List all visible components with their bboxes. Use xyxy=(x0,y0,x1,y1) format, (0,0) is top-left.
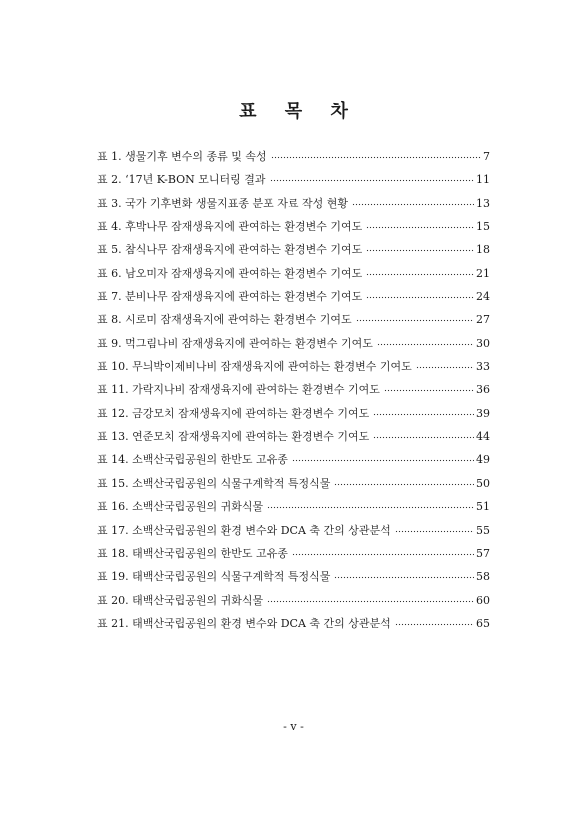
toc-dot-leader xyxy=(373,432,474,440)
toc-page-number: 7 xyxy=(483,150,490,163)
toc-page-number: 60 xyxy=(476,593,490,607)
toc-entry-label: 표 9. 먹그림나비 잠재생육지에 관여하는 환경변수 기여도 xyxy=(97,336,373,350)
toc-dot-leader xyxy=(292,549,474,557)
toc-dot-leader xyxy=(416,362,474,370)
toc-page-number: 30 xyxy=(476,336,490,350)
toc-page-number: 15 xyxy=(476,220,490,234)
toc-entry-label: 표 14. 소백산국립공원의 한반도 고유종 xyxy=(97,453,288,467)
toc-entry[interactable] xyxy=(97,519,490,542)
toc-entry[interactable] xyxy=(97,238,490,261)
toc-page-number: 33 xyxy=(476,360,490,374)
toc-page-number: 27 xyxy=(476,313,490,327)
toc-entry-label: 표 13. 연준모치 잠재생육지에 관여하는 환경변수 기여도 xyxy=(97,430,370,444)
toc-entry-label: 표 16. 소백산국립공원의 귀화식물 xyxy=(97,500,264,514)
toc-entry-label: 표 18. 태백산국립공원의 한반도 고유종 xyxy=(97,546,288,560)
table-of-contents xyxy=(97,145,490,635)
toc-entry[interactable] xyxy=(97,168,490,191)
toc-dot-leader xyxy=(366,222,474,230)
toc-entry[interactable] xyxy=(97,378,490,401)
toc-dot-leader xyxy=(270,175,474,183)
toc-page-number: 39 xyxy=(476,406,490,420)
toc-entry[interactable] xyxy=(97,285,490,308)
toc-dot-leader xyxy=(292,455,474,463)
toc-page-number: 51 xyxy=(476,500,490,514)
toc-entry[interactable] xyxy=(97,308,490,331)
toc-entry[interactable] xyxy=(97,589,490,612)
toc-entry[interactable] xyxy=(97,448,490,471)
toc-entry-label: 표 7. 분비나무 잠재생육지에 관여하는 환경변수 기여도 xyxy=(97,290,363,304)
toc-dot-leader xyxy=(271,152,481,160)
toc-entry-label: 표 1. 생물기후 변수의 종류 및 속성 xyxy=(97,150,267,163)
toc-entry[interactable] xyxy=(97,332,490,355)
toc-entry[interactable] xyxy=(97,472,490,495)
toc-entry[interactable] xyxy=(97,565,490,588)
toc-page-number: 49 xyxy=(476,453,490,467)
toc-dot-leader xyxy=(267,596,474,604)
toc-entry[interactable] xyxy=(97,215,490,238)
toc-dot-leader xyxy=(356,315,474,323)
toc-dot-leader xyxy=(366,269,474,277)
toc-dot-leader xyxy=(366,245,474,253)
toc-entry-label: 표 8. 시로미 잠재생육지에 관여하는 환경변수 기여도 xyxy=(97,313,352,327)
toc-dot-leader xyxy=(334,479,474,487)
toc-page-number: 13 xyxy=(476,196,490,210)
toc-page-number: 50 xyxy=(476,476,490,490)
toc-dot-leader xyxy=(352,199,474,207)
toc-entry[interactable] xyxy=(97,145,490,168)
toc-page-number: 44 xyxy=(476,430,490,444)
toc-entry[interactable] xyxy=(97,355,490,378)
toc-page-number: 57 xyxy=(476,546,490,560)
toc-entry-label: 표 6. 남오미자 잠재생육지에 관여하는 환경변수 기여도 xyxy=(97,266,363,280)
toc-page-number: 18 xyxy=(476,243,490,257)
toc-dot-leader xyxy=(384,385,474,393)
toc-dot-leader xyxy=(267,502,474,510)
toc-entry-label: 표 2. ‘17년 K-BON 모니터링 결과 xyxy=(97,173,266,187)
toc-entry-label: 표 10. 무늬박이제비나비 잠재생육지에 관여하는 환경변수 기여도 xyxy=(97,360,412,374)
toc-entry[interactable] xyxy=(97,192,490,215)
toc-entry-label: 표 20. 태백산국립공원의 귀화식물 xyxy=(97,593,264,607)
toc-dot-leader xyxy=(366,292,474,300)
toc-entry-label: 표 17. 소백산국립공원의 환경 변수와 DCA 축 간의 상관분석 xyxy=(97,523,391,537)
toc-entry[interactable] xyxy=(97,425,490,448)
toc-page-number: 65 xyxy=(476,616,490,630)
toc-entry-label: 표 3. 국가 기후변화 생물지표종 분포 자료 작성 현황 xyxy=(97,196,348,210)
toc-dot-leader xyxy=(377,339,474,347)
toc-page-number: 24 xyxy=(476,290,490,304)
toc-entry[interactable] xyxy=(97,612,490,635)
toc-dot-leader xyxy=(373,409,474,417)
toc-page-number: 58 xyxy=(476,570,490,584)
toc-entry[interactable] xyxy=(97,495,490,518)
toc-page-number: 55 xyxy=(476,523,490,537)
toc-entry[interactable] xyxy=(97,262,490,285)
toc-dot-leader xyxy=(395,619,474,627)
toc-entry-label: 표 4. 후박나무 잠재생육지에 관여하는 환경변수 기여도 xyxy=(97,220,363,234)
toc-entry[interactable] xyxy=(97,542,490,565)
toc-entry[interactable] xyxy=(97,402,490,425)
toc-entry-label: 표 15. 소백산국립공원의 식물구계학적 특정식물 xyxy=(97,476,331,490)
toc-dot-leader xyxy=(334,572,474,580)
toc-entry-label: 표 11. 가락지나비 잠재생육지에 관여하는 환경변수 기여도 xyxy=(97,383,380,397)
toc-entry-label: 표 12. 금강모치 잠재생육지에 관여하는 환경변수 기여도 xyxy=(97,406,370,420)
page-number-footer: - v - xyxy=(283,720,304,733)
toc-entry-label: 표 5. 참식나무 잠재생육지에 관여하는 환경변수 기여도 xyxy=(97,243,363,257)
toc-page-number: 36 xyxy=(476,383,490,397)
toc-entry-label: 표 19. 태백산국립공원의 식물구계학적 특정식물 xyxy=(97,570,331,584)
page-title: 표 목 차 xyxy=(239,101,359,122)
toc-page-number: 11 xyxy=(476,173,490,187)
toc-dot-leader xyxy=(395,526,474,534)
toc-entry-label: 표 21. 태백산국립공원의 환경 변수와 DCA 축 간의 상관분석 xyxy=(97,616,391,630)
toc-page-number: 21 xyxy=(476,266,490,280)
